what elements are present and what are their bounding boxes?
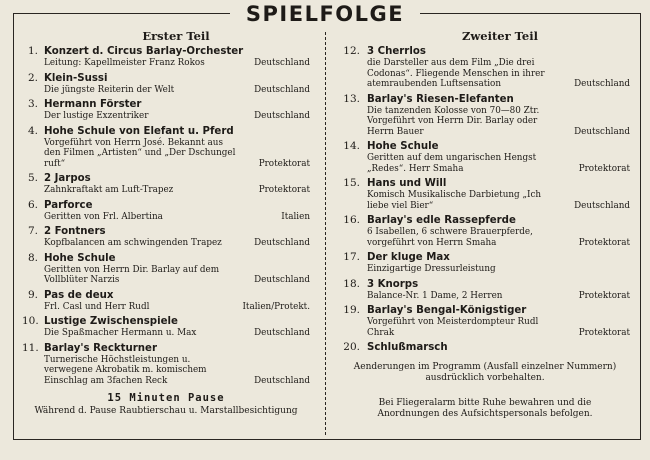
item-country: Protektorat [258,158,310,169]
program-item [340,251,630,275]
item-country: Deutschland [574,200,630,211]
item-number: 8. [27,251,38,264]
page-title: SPIELFOLGE [230,2,420,26]
second-part-heading: Zweiter Teil [462,29,538,43]
item-description-text: Balance-Nr. 1 Dame, 2 Herren [367,290,503,301]
program-item [22,342,310,387]
program-item [340,278,630,302]
item-name: Barlay's Reckturner [44,342,157,354]
item-description-text: Komisch Musikalische Darbietung „Ich liebe viel Bier“ [367,190,542,211]
item-name: Hermann Förster [44,99,142,110]
item-country: Protektorat [578,237,630,248]
item-description-text: Kopfbalancen am schwingenden Trapez [44,238,222,248]
item-description-text: Vorgeführt von Meisterdompteur Rudl Chrak [367,317,539,338]
item-country: Protektorat [578,163,630,174]
program-item [22,289,310,313]
item-name: Pas de deux [44,289,114,301]
program-item [340,304,630,338]
item-description-text: Die tanzenden Kolosse von 70—80 Ztr. Vorgeführt von Herrn Dir. Barlay oder Herrn Bauer [367,105,540,137]
item-description [44,212,310,223]
item-number: 5. [27,172,38,184]
program-item [22,225,310,249]
item-country: Italien [281,211,310,222]
item-name: Hans und Will [367,178,447,189]
item-description-text: Die jüngste Reiterin der Welt [44,84,175,95]
item-name: Konzert d. Circus Barlay-Orchester [44,46,244,57]
item-description-text: Vorgeführt von Herrn José. Bekannt aus den Filmen „Artisten“ und „Der Dschungel ruft“ [44,137,236,169]
item-number: 4. [27,124,38,137]
item-description [44,238,310,249]
program-item [340,93,630,138]
item-country: Protektorat [258,185,310,195]
item-description-text: Leitung: Kapellmeister Franz Rokos [44,58,205,68]
program-change-note: Aenderungen im Programm (Ausfall einzelner Nummern) ausdrücklich vorbehalten. [353,362,617,383]
item-country: Deutschland [254,58,310,68]
item-description-text: 6 Isabellen, 6 schwere Brauerpferde, vorgeführt von Herrn Smaha [367,227,533,248]
program-item [340,140,630,174]
item-description-text: Frl. Casl und Herr Rudl [44,301,150,312]
item-number: 15. [343,177,360,189]
program-item [340,214,630,248]
item-country: Deutschland [254,375,310,386]
item-number: 7. [27,225,38,237]
item-description [44,302,310,313]
first-part-column [22,27,310,416]
item-description-text: die Darsteller aus dem Film „Die drei Codonas“. Fliegende Menschen in ihrer atemraubenden Luftsensation [367,58,545,89]
program-item [340,45,630,90]
item-description-text: Der lustige Exzentriker [44,111,149,121]
item-name: Barlay's edle Rassepferde [367,215,516,226]
item-description-text: Geritten auf dem ungarischen Hengst „Redes“. Herr Smaha [367,153,537,174]
item-country: Deutschland [254,238,310,248]
item-name: 2 Jarpos [44,173,91,184]
program-item [22,172,310,196]
program-item [340,177,630,211]
item-name: 3 Knorps [367,278,419,290]
item-name: Hohe Schule [367,141,439,152]
item-description [44,185,310,196]
second-part-column [340,27,630,420]
item-country: Deutschland [254,111,310,121]
item-country: Deutschland [254,84,310,95]
item-number: 6. [27,198,38,211]
program-item [22,315,310,339]
item-name: Parforce [44,199,93,211]
item-number: 13. [343,92,360,105]
pause-heading: 15 Minuten Pause [107,392,225,404]
item-number: 19. [343,304,360,316]
item-description [367,106,630,138]
program-item [22,98,310,122]
item-number: 11. [22,341,39,354]
program-item [22,125,310,170]
program-item [22,45,310,69]
item-description [44,265,310,286]
program-item [22,252,310,286]
item-country: Deutschland [254,275,310,285]
column-divider [325,32,326,435]
item-description [367,153,630,174]
item-description-text: Einzigartige Dressurleistung [367,264,496,274]
pause-note: Während d. Pause Raubtierschau u. Marstallbesichtigung [34,406,298,416]
item-number: 3. [27,98,38,110]
item-number: 20. [343,341,360,353]
item-name: Schlußmarsch [367,342,448,353]
item-name: Barlay's Bengal-Königstiger [367,305,527,316]
item-description [367,317,630,338]
second-part-list [340,45,630,354]
program-item [22,199,310,223]
item-description [367,58,630,90]
item-description [367,227,630,248]
item-number: 17. [343,251,360,263]
item-country: Italien/Protekt. [242,301,310,312]
item-description [44,355,310,387]
item-name: Barlay's Riesen-Elefanten [367,93,514,105]
item-description [44,85,310,96]
item-description [367,291,630,302]
item-number: 16. [343,214,360,226]
first-part-heading: Erster Teil [142,29,210,43]
item-description-text: Geritten von Herrn Dir. Barlay auf dem Vollblüter Narzis [44,264,220,285]
item-name: 3 Cherrlos [367,46,426,57]
item-number: 12. [343,45,360,57]
item-number: 1. [27,45,38,57]
item-description [367,264,630,275]
item-description [367,190,630,211]
item-country: Protektorat [578,290,630,301]
first-part-list [22,45,310,386]
item-description [44,58,310,69]
air-raid-note: Bei Fliegeralarm bitte Ruhe bewahren und die Anordnungen des Aufsichtspersonals befolgen. [377,398,593,419]
item-name: Hohe Schule von Elefant u. Pferd [44,125,234,137]
item-country: Deutschland [574,126,630,137]
item-number: 10. [22,315,39,327]
item-name: Hohe Schule [44,252,116,264]
item-description-text: Turnerische Höchstleistungen u. verwegene Akrobatik m. komischem Einschlag am 3fachen Reck [44,354,207,386]
program-item [340,341,630,354]
item-name: Klein-Sussi [44,72,108,84]
item-number: 2. [27,71,38,84]
item-name: 2 Fontners [44,226,106,237]
item-name: Lustige Zwischenspiele [44,316,178,327]
item-number: 14. [343,140,360,152]
item-number: 18. [343,277,360,290]
item-country: Deutschland [574,79,630,89]
program-item [22,72,310,96]
item-name: Der kluge Max [367,252,450,263]
item-description-text: Zahnkraftakt am Luft-Trapez [44,185,174,195]
item-country: Protektorat [578,327,630,338]
item-description [44,138,310,170]
item-description [44,328,310,339]
item-number: 9. [27,288,38,301]
item-description [44,111,310,122]
item-description-text: Geritten von Frl. Albertina [44,211,163,222]
item-country: Deutschland [254,328,310,338]
item-description-text: Die Spaßmacher Hermann u. Max [44,328,197,338]
